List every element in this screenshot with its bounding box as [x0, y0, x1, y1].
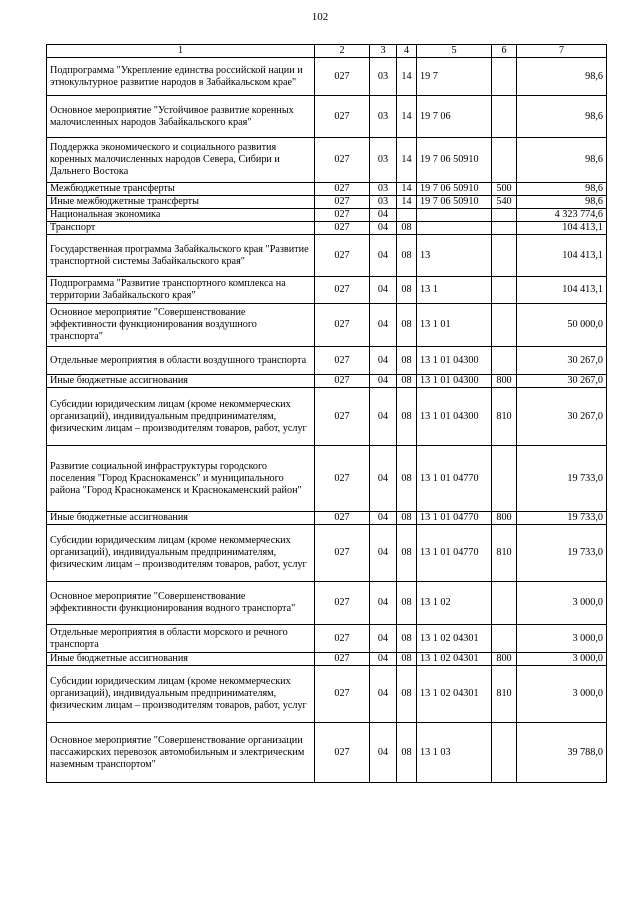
row-target-article-cell: 13 1 02 04301	[417, 653, 492, 666]
row-subsection-cell: 08	[397, 388, 417, 446]
row-code-cell: 027	[315, 96, 370, 138]
table-body	[47, 58, 607, 783]
column-header: 5	[417, 45, 492, 58]
row-amount-cell: 30 267,0	[517, 347, 607, 375]
table-row	[47, 277, 607, 304]
row-expense-type-cell	[492, 96, 517, 138]
row-amount-cell: 30 267,0	[517, 375, 607, 388]
table-header	[47, 45, 607, 58]
row-expense-type-cell	[492, 235, 517, 277]
row-amount-cell: 98,6	[517, 58, 607, 96]
row-amount-cell: 19 733,0	[517, 525, 607, 582]
row-name-cell: Межбюджетные трансферты	[47, 183, 315, 196]
row-code-cell: 027	[315, 653, 370, 666]
row-subsection-cell: 08	[397, 582, 417, 625]
row-name-cell: Развитие социальной инфраструктуры городского поселения "Город Краснокаменск" и муниципального района "Город Краснокаменск и Краснокаменский район"	[47, 446, 315, 512]
row-code-cell: 027	[315, 277, 370, 304]
row-subsection-cell: 14	[397, 96, 417, 138]
row-code-cell: 027	[315, 347, 370, 375]
row-subsection-cell	[397, 209, 417, 222]
row-section-cell: 03	[370, 196, 397, 209]
row-subsection-cell: 14	[397, 58, 417, 96]
row-expense-type-cell	[492, 209, 517, 222]
row-section-cell: 04	[370, 304, 397, 347]
row-section-cell: 04	[370, 209, 397, 222]
row-subsection-cell: 14	[397, 183, 417, 196]
row-target-article-cell: 13 1 01 04300	[417, 388, 492, 446]
row-section-cell: 04	[370, 723, 397, 783]
table-row	[47, 209, 607, 222]
row-target-article-cell: 13 1 01 04300	[417, 347, 492, 375]
table-row	[47, 582, 607, 625]
row-amount-cell: 39 788,0	[517, 723, 607, 783]
row-target-article-cell: 19 7 06 50910	[417, 138, 492, 183]
row-subsection-cell: 08	[397, 304, 417, 347]
row-amount-cell: 50 000,0	[517, 304, 607, 347]
row-target-article-cell: 13 1 01 04770	[417, 512, 492, 525]
row-amount-cell: 98,6	[517, 183, 607, 196]
page-number: 102	[311, 11, 329, 23]
row-amount-cell: 30 267,0	[517, 388, 607, 446]
row-name-cell: Отдельные мероприятия в области морского и речного транспорта	[47, 625, 315, 653]
row-amount-cell: 98,6	[517, 96, 607, 138]
row-target-article-cell: 13 1 02 04301	[417, 666, 492, 723]
row-section-cell: 04	[370, 446, 397, 512]
row-amount-cell: 4 323 774,6	[517, 209, 607, 222]
row-target-article-cell: 13 1 01 04300	[417, 375, 492, 388]
row-amount-cell: 3 000,0	[517, 582, 607, 625]
row-section-cell: 04	[370, 375, 397, 388]
row-expense-type-cell: 810	[492, 666, 517, 723]
column-header: 6	[492, 45, 517, 58]
table-row	[47, 304, 607, 347]
row-code-cell: 027	[315, 582, 370, 625]
row-section-cell: 03	[370, 138, 397, 183]
row-target-article-cell: 19 7	[417, 58, 492, 96]
row-expense-type-cell	[492, 347, 517, 375]
row-expense-type-cell: 540	[492, 196, 517, 209]
column-header: 1	[47, 45, 315, 58]
row-name-cell: Субсидии юридическим лицам (кроме некоммерческих организаций), индивидуальным предпринимателям, физическим лицам – производителям товаров, работ, услуг	[47, 666, 315, 723]
row-name-cell: Государственная программа Забайкальского края "Развитие транспортной системы Забайкальского края"	[47, 235, 315, 277]
row-target-article-cell: 13 1 01 04770	[417, 525, 492, 582]
row-expense-type-cell	[492, 222, 517, 235]
row-name-cell: Основное мероприятие "Совершенствование организации пассажирских перевозок автомобильным и электрическим наземным транспортом"	[47, 723, 315, 783]
table-row	[47, 196, 607, 209]
row-amount-cell: 3 000,0	[517, 625, 607, 653]
table-row	[47, 58, 607, 96]
row-code-cell: 027	[315, 235, 370, 277]
row-subsection-cell: 08	[397, 446, 417, 512]
row-target-article-cell: 13 1	[417, 277, 492, 304]
row-subsection-cell: 08	[397, 625, 417, 653]
row-target-article-cell: 13 1 01 04770	[417, 446, 492, 512]
table-row	[47, 235, 607, 277]
row-expense-type-cell	[492, 723, 517, 783]
row-name-cell: Основное мероприятие "Совершенствование эффективности функционирования водного транспорта"	[47, 582, 315, 625]
row-section-cell: 04	[370, 388, 397, 446]
row-subsection-cell: 08	[397, 347, 417, 375]
row-expense-type-cell: 800	[492, 375, 517, 388]
row-subsection-cell: 08	[397, 375, 417, 388]
row-expense-type-cell	[492, 582, 517, 625]
row-code-cell: 027	[315, 222, 370, 235]
row-expense-type-cell	[492, 625, 517, 653]
row-expense-type-cell	[492, 304, 517, 347]
row-code-cell: 027	[315, 183, 370, 196]
row-subsection-cell: 08	[397, 235, 417, 277]
table-row	[47, 222, 607, 235]
table-row	[47, 96, 607, 138]
row-expense-type-cell: 800	[492, 653, 517, 666]
row-name-cell: Субсидии юридическим лицам (кроме некоммерческих организаций), индивидуальным предпринимателям, физическим лицам – производителям товаров, работ, услуг	[47, 388, 315, 446]
row-target-article-cell: 19 7 06	[417, 96, 492, 138]
table-row	[47, 138, 607, 183]
row-section-cell: 04	[370, 653, 397, 666]
row-section-cell: 04	[370, 222, 397, 235]
row-name-cell: Поддержка экономического и социального развития коренных малочисленных народов Севера, Сибири и Дальнего Востока	[47, 138, 315, 183]
row-name-cell: Иные бюджетные ассигнования	[47, 653, 315, 666]
row-target-article-cell: 19 7 06 50910	[417, 183, 492, 196]
column-header: 4	[397, 45, 417, 58]
table-row	[47, 512, 607, 525]
row-expense-type-cell: 810	[492, 525, 517, 582]
row-section-cell: 04	[370, 277, 397, 304]
row-name-cell: Иные бюджетные ассигнования	[47, 375, 315, 388]
row-section-cell: 04	[370, 347, 397, 375]
row-target-article-cell	[417, 209, 492, 222]
row-subsection-cell: 08	[397, 277, 417, 304]
row-section-cell: 03	[370, 96, 397, 138]
row-target-article-cell	[417, 222, 492, 235]
row-target-article-cell: 13 1 02 04301	[417, 625, 492, 653]
table-row	[47, 525, 607, 582]
row-target-article-cell: 13 1 02	[417, 582, 492, 625]
table-row	[47, 625, 607, 653]
row-amount-cell: 98,6	[517, 196, 607, 209]
table-row	[47, 388, 607, 446]
table-row	[47, 375, 607, 388]
row-code-cell: 027	[315, 58, 370, 96]
row-amount-cell: 19 733,0	[517, 446, 607, 512]
table-row	[47, 723, 607, 783]
row-code-cell: 027	[315, 138, 370, 183]
row-subsection-cell: 08	[397, 222, 417, 235]
row-expense-type-cell	[492, 277, 517, 304]
row-name-cell: Субсидии юридическим лицам (кроме некоммерческих организаций), индивидуальным предпринимателям, физическим лицам – производителям товаров, работ, услуг	[47, 525, 315, 582]
row-name-cell: Основное мероприятие "Устойчивое развитие коренных малочисленных народов Забайкальского края"	[47, 96, 315, 138]
row-name-cell: Транспорт	[47, 222, 315, 235]
row-target-article-cell: 13	[417, 235, 492, 277]
row-expense-type-cell: 810	[492, 388, 517, 446]
row-name-cell: Подпрограмма "Развитие транспортного комплекса на территории Забайкальского края"	[47, 277, 315, 304]
row-code-cell: 027	[315, 625, 370, 653]
row-code-cell: 027	[315, 525, 370, 582]
row-code-cell: 027	[315, 388, 370, 446]
row-amount-cell: 3 000,0	[517, 653, 607, 666]
row-name-cell: Отдельные мероприятия в области воздушного транспорта	[47, 347, 315, 375]
row-code-cell: 027	[315, 196, 370, 209]
column-header: 7	[517, 45, 607, 58]
row-subsection-cell: 14	[397, 196, 417, 209]
row-code-cell: 027	[315, 304, 370, 347]
row-name-cell: Иные бюджетные ассигнования	[47, 512, 315, 525]
row-code-cell: 027	[315, 666, 370, 723]
row-code-cell: 027	[315, 375, 370, 388]
column-header: 2	[315, 45, 370, 58]
row-amount-cell: 98,6	[517, 138, 607, 183]
table-row	[47, 446, 607, 512]
row-section-cell: 04	[370, 525, 397, 582]
row-expense-type-cell: 800	[492, 512, 517, 525]
row-expense-type-cell: 500	[492, 183, 517, 196]
row-name-cell: Национальная экономика	[47, 209, 315, 222]
column-header: 3	[370, 45, 397, 58]
row-section-cell: 03	[370, 183, 397, 196]
row-subsection-cell: 08	[397, 525, 417, 582]
table-row	[47, 653, 607, 666]
row-subsection-cell: 14	[397, 138, 417, 183]
row-code-cell: 027	[315, 446, 370, 512]
row-subsection-cell: 08	[397, 653, 417, 666]
row-target-article-cell: 19 7 06 50910	[417, 196, 492, 209]
row-subsection-cell: 08	[397, 723, 417, 783]
row-amount-cell: 3 000,0	[517, 666, 607, 723]
row-code-cell: 027	[315, 209, 370, 222]
row-section-cell: 04	[370, 625, 397, 653]
table-row	[47, 666, 607, 723]
row-amount-cell: 104 413,1	[517, 277, 607, 304]
row-target-article-cell: 13 1 01	[417, 304, 492, 347]
row-section-cell: 04	[370, 666, 397, 723]
row-name-cell: Основное мероприятие "Совершенствование эффективности функционирования воздушного транспорта"	[47, 304, 315, 347]
row-section-cell: 03	[370, 58, 397, 96]
table-row	[47, 183, 607, 196]
row-amount-cell: 19 733,0	[517, 512, 607, 525]
row-expense-type-cell	[492, 446, 517, 512]
row-name-cell: Подпрограмма "Укрепление единства российской нации и этнокультурное развитие народов в Забайкальском крае"	[47, 58, 315, 96]
table-row	[47, 347, 607, 375]
row-section-cell: 04	[370, 235, 397, 277]
row-section-cell: 04	[370, 582, 397, 625]
row-code-cell: 027	[315, 512, 370, 525]
row-subsection-cell: 08	[397, 512, 417, 525]
row-name-cell: Иные межбюджетные трансферты	[47, 196, 315, 209]
row-subsection-cell: 08	[397, 666, 417, 723]
row-section-cell: 04	[370, 512, 397, 525]
row-amount-cell: 104 413,1	[517, 222, 607, 235]
row-amount-cell: 104 413,1	[517, 235, 607, 277]
row-code-cell: 027	[315, 723, 370, 783]
budget-table	[46, 44, 607, 783]
row-target-article-cell: 13 1 03	[417, 723, 492, 783]
row-expense-type-cell	[492, 138, 517, 183]
row-expense-type-cell	[492, 58, 517, 96]
